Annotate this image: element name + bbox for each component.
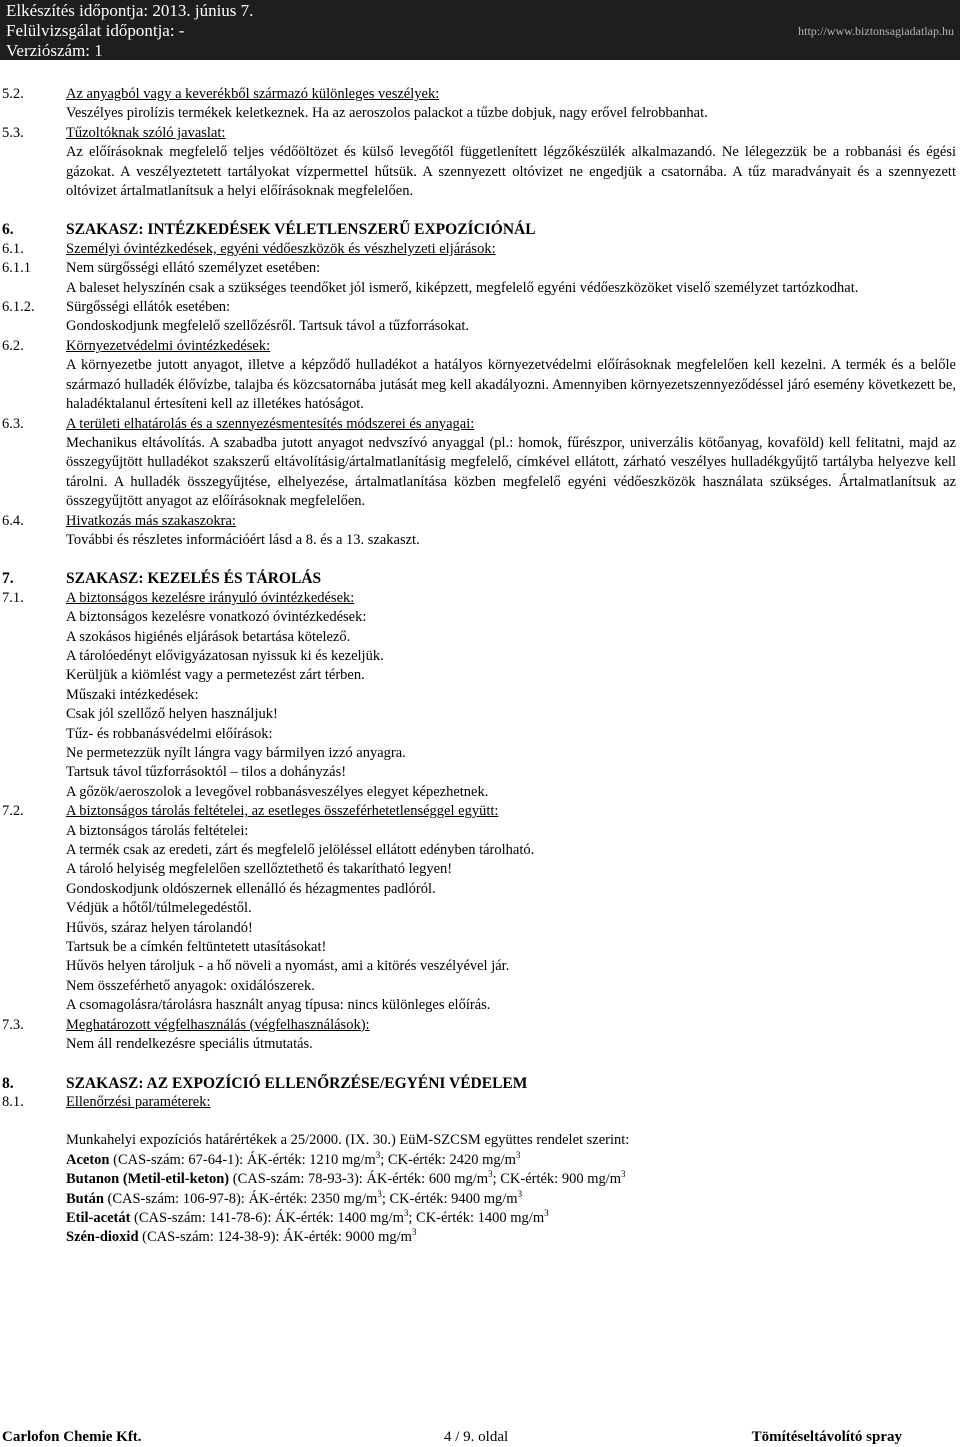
substance-ck-value: ; CK-érték: 9400 mg/m	[381, 1190, 518, 1207]
document-footer	[0, 1427, 960, 1447]
handling-line: Műszaki intézkedések:	[66, 686, 199, 703]
handling-line: Ne permetezzük nyílt lángra vagy bármilyen izzó anyagra.	[66, 745, 406, 761]
substance-ak-value: (CAS-szám: 67-64-1): ÁK-érték: 1210 mg/m	[109, 1151, 376, 1168]
handling-line: Kerüljük a kiömlést vagy a permetezést zárt térben.	[66, 667, 365, 684]
page-number: 4 / 9. oldal	[444, 1429, 509, 1445]
section-number: 6.1.1	[2, 260, 31, 277]
subsection-title: Nem sürgősségi ellátó személyzet esetében:	[66, 260, 321, 277]
section-5-2	[0, 85, 960, 124]
version-number: Verziószám: 1	[6, 41, 103, 60]
document-body	[0, 85, 960, 1248]
section-number: 6.2.	[2, 337, 24, 354]
storage-line: A termék csak az eredeti, zárt és megfelelő jelöléssel ellátott edényben tárolható.	[66, 842, 535, 859]
subsection-title: Sürgősségi ellátók esetében:	[66, 299, 231, 316]
subsection-title: Meghatározott végfelhasználás (végfelhasználások):	[66, 1016, 370, 1033]
subsection-title: A biztonságos tárolás feltételei, az esetleges összeférhetetlenséggel együtt:	[66, 803, 499, 820]
substance-row: Etil-acetát (CAS-szám: 141-78-6): ÁK-érték: 1400 $mg/m^3$; CK-érték: 1400 $mg/m^3$	[66, 1208, 549, 1226]
section-title: SZAKASZ: INTÉZKEDÉSEK VÉLETLENSZERŰ EXPOZÍCIÓNÁL	[66, 221, 536, 239]
substance-row: Aceton (CAS-szám: 67-64-1): ÁK-érték: 1210 $mg/m^3$; CK-érték: 2420 $mg/m^3$	[66, 1149, 521, 1168]
handling-line: A biztonságos kezelésre vonatkozó óvintézkedések:	[66, 609, 367, 626]
section-7-heading	[0, 569, 960, 588]
section-5-3	[0, 124, 960, 202]
storage-line: A csomagolásra/tárolásra használt anyag típusa: nincs különleges előírás.	[66, 997, 491, 1014]
substance-row: Szén-dioxid (CAS-szám: 124-38-9): ÁK-érték: 9000 $mg/m^3$	[66, 1227, 417, 1246]
subsection-title: Környezetvédelmi óvintézkedések:	[66, 337, 271, 354]
substance-name: Aceton	[66, 1151, 110, 1168]
exposure-intro: Munkahelyi expozíciós határértékek a 25/2000. (IX. 30.) EüM-SZCSM együttes rendelet szerint:	[66, 1132, 630, 1149]
storage-line: Hűvös helyen tároljuk - a hő növeli a nyomást, ami a kitörés veszélyével jár.	[66, 958, 510, 975]
substance-name: Butanon (Metil-etil-keton)	[66, 1171, 230, 1188]
handling-line: A gőzök/aeroszolok a levegővel robbanásveszélyes elegyet képezhetnek.	[66, 783, 489, 800]
substance-ck-value: ; CK-érték: 1400 mg/m	[408, 1209, 545, 1226]
section-number: 8.1.	[2, 1093, 24, 1110]
section-number: 6.3.	[2, 415, 24, 432]
section-title: SZAKASZ: KEZELÉS ÉS TÁROLÁS	[66, 570, 322, 588]
section-8-heading	[0, 1074, 960, 1093]
section-6-3	[0, 415, 960, 512]
subsection-title: Tűzoltóknak szóló javaslat:	[66, 124, 226, 141]
section-number: 6.4.	[2, 512, 24, 529]
revision-date: Felülvizsgálat időpontja: -	[6, 21, 185, 40]
section-number: 5.2.	[2, 86, 24, 102]
document-header	[0, 0, 960, 60]
substance-ak-value: (CAS-szám: 141-78-6): ÁK-érték: 1400 mg/m	[130, 1209, 404, 1226]
paragraph: Nem áll rendelkezésre speciális útmutatás.	[66, 1036, 313, 1053]
company-name: Carlofon Chemie Kft.	[2, 1429, 142, 1445]
section-number: 8.	[2, 1074, 14, 1092]
paragraph: Gondoskodjunk megfelelő szellőzésről. Tartsuk távol a tűzforrásokat.	[66, 318, 469, 335]
section-6-4	[0, 512, 960, 551]
subsection-title: Személyi óvintézkedések, egyéni védőeszközök és vészhelyzeti eljárások:	[66, 240, 496, 257]
section-number: 6.1.2.	[2, 299, 35, 316]
paragraph: A baleset helyszínén csak a szükséges teendőket jól ismerő, kiképzett, megfelelő egyéni védőeszközöket viselő személyzet tartózkodhat.	[66, 279, 859, 296]
storage-line: A tároló helyiség megfelelően szellőztethető és takarítható legyen!	[66, 861, 453, 878]
paragraph: További és részletes információért lásd a 8. és a 13. szakaszt.	[66, 531, 420, 548]
header-meta	[6, 1, 253, 61]
section-7-2	[0, 802, 960, 1015]
paragraph: A környezetbe jutott anyagot, illetve a képződő hulladékot a hatályos környezetvédelmi előírásoknak megfelelően kell kezelni. A termék és a belőle származó hulladék élővízbe, talajba és közcsatornába jutását meg kell akadályozni. Amennyiben környezetszennyeződéssel járó esemény következett be, haladéktalanul értesíteni kell az illetékes hatóságot.	[66, 357, 956, 413]
substance-row: Bután (CAS-szám: 106-97-8): ÁK-érték: 2350 $mg/m^3$; CK-érték: 9400 $mg/m^3$	[66, 1188, 523, 1207]
section-number: 7.1.	[2, 589, 24, 606]
paragraph: Az előírásoknak megfelelő teljes védőöltözet és külső levegőtől függetlenített légzőkészülék alkalmazandó. Ne lélegezzük be a robbanási és égési gázokat. A veszélyeztetett tartályokat vízpermettel hűtsük. A szennyezett oltóvizet ne engedjük a csatornába. A tűz maradványait és a szennyezett oltóvizet ártalmatlanítsuk a helyi előírásoknak megfelelően.	[66, 144, 956, 200]
section-number: 7.2.	[2, 803, 24, 820]
section-number: 6.1.	[2, 240, 24, 257]
paragraph: Veszélyes pirolízis termékek keletkeznek. Ha az aeroszolos palackot a tűzbe dobjuk, nagy erővel felrobbanhat.	[66, 105, 708, 122]
exposure-limits	[0, 1131, 960, 1247]
section-number: 5.3.	[2, 124, 24, 141]
handling-line: Tartsuk távol tűzforrásoktól – tilos a dohányzás!	[66, 764, 347, 781]
creation-date: Elkészítés időpontja: 2013. június 7.	[6, 1, 254, 20]
substance-ak-value: (CAS-szám: 124-38-9): ÁK-érték: 9000 mg/m	[138, 1229, 412, 1246]
section-6-1	[0, 240, 960, 259]
product-name: Tömítéseltávolító spray	[751, 1429, 902, 1445]
handling-line: Csak jól szellőző helyen használjuk!	[66, 706, 278, 723]
section-7-3	[0, 1016, 960, 1055]
substance-name: Szén-dioxid	[66, 1229, 139, 1246]
section-6-1-1	[0, 259, 960, 298]
handling-line: A tárolóedényt elővigyázatosan nyissuk ki és kezeljük.	[66, 647, 384, 664]
section-number: 7.	[2, 570, 14, 588]
section-7-1	[0, 589, 960, 802]
substance-ak-value: (CAS-szám: 78-93-3): ÁK-érték: 600 mg/m	[229, 1171, 489, 1188]
handling-line: Tűz- és robbanásvédelmi előírások:	[66, 725, 273, 742]
storage-line: Nem összeférhető anyagok: oxidálószerek.	[66, 977, 315, 994]
storage-line: Hűvös, száraz helyen tárolandó!	[66, 919, 253, 936]
section-6-1-2	[0, 298, 960, 337]
storage-line: A biztonságos tárolás feltételei:	[66, 822, 249, 839]
storage-line: Tartsuk be a címkén feltüntetett utasításokat!	[66, 939, 327, 956]
substance-row: Butanon (Metil-etil-keton) (CAS-szám: 78-93-3): ÁK-érték: 600 $mg/m^3$; CK-érték: 900 $mg/m^3$	[66, 1169, 626, 1188]
subsection-title: Hivatkozás más szakaszokra:	[66, 512, 236, 529]
subsection-title: A területi elhatárolás és a szennyezésmentesítés módszerei és anyagai:	[66, 415, 475, 432]
section-number: 6.	[2, 221, 14, 239]
handling-line: A szokásos higiénés eljárások betartása kötelező.	[66, 628, 351, 645]
section-8-1	[0, 1093, 960, 1112]
substance-name: Bután	[66, 1190, 104, 1207]
substance-ck-value: ; CK-érték: 900 mg/m	[492, 1171, 622, 1188]
subsection-title: Az anyagból vagy a keverékből származó különleges veszélyek:	[66, 86, 440, 102]
section-6-2	[0, 337, 960, 415]
substance-ck-value: ; CK-érték: 2420 mg/m	[380, 1151, 516, 1168]
section-number: 7.3.	[2, 1016, 24, 1033]
storage-line: Védjük a hőtől/túlmelegedéstől.	[66, 900, 252, 917]
paragraph: Mechanikus eltávolítás. A szabadba jutott anyagot nedvszívó anyaggal (pl.: homok, fűrészpor, univerzális kötőanyag, kovaföld) kell felitatni, majd az összegyűjtött hulladékot szakszerű eltávolításig/ártalmatlanításig megfelelő, címkével ellátott, zárható veszélyes hulladékgyűjtő tartályba helyezve kell tárolni. A hulladék összegyűjtése, elhelyezése, ártalmatlanítása közben megfelelő egyéni védőeszközök használata szükséges. Ártalmatlanítsuk az összegyűjtött anyagot az előírásoknak megfelelően.	[66, 434, 956, 510]
section-6-heading	[0, 220, 960, 239]
storage-line: Gondoskodjunk oldószernek ellenálló és hézagmentes padlóról.	[66, 880, 436, 897]
substance-name: Etil-acetát	[66, 1209, 131, 1226]
substance-ak-value: (CAS-szám: 106-97-8): ÁK-érték: 2350 mg/m	[103, 1190, 378, 1207]
section-title: SZAKASZ: AZ EXPOZÍCIÓ ELLENŐRZÉSE/EGYÉNI VÉDELEM	[66, 1074, 528, 1092]
website-link[interactable]: http://www.biztonsagiadatlap.hu	[798, 24, 954, 38]
subsection-title: A biztonságos kezelésre irányuló óvintézkedések:	[66, 589, 355, 606]
subsection-title: Ellenőrzési paraméterek:	[66, 1093, 211, 1110]
